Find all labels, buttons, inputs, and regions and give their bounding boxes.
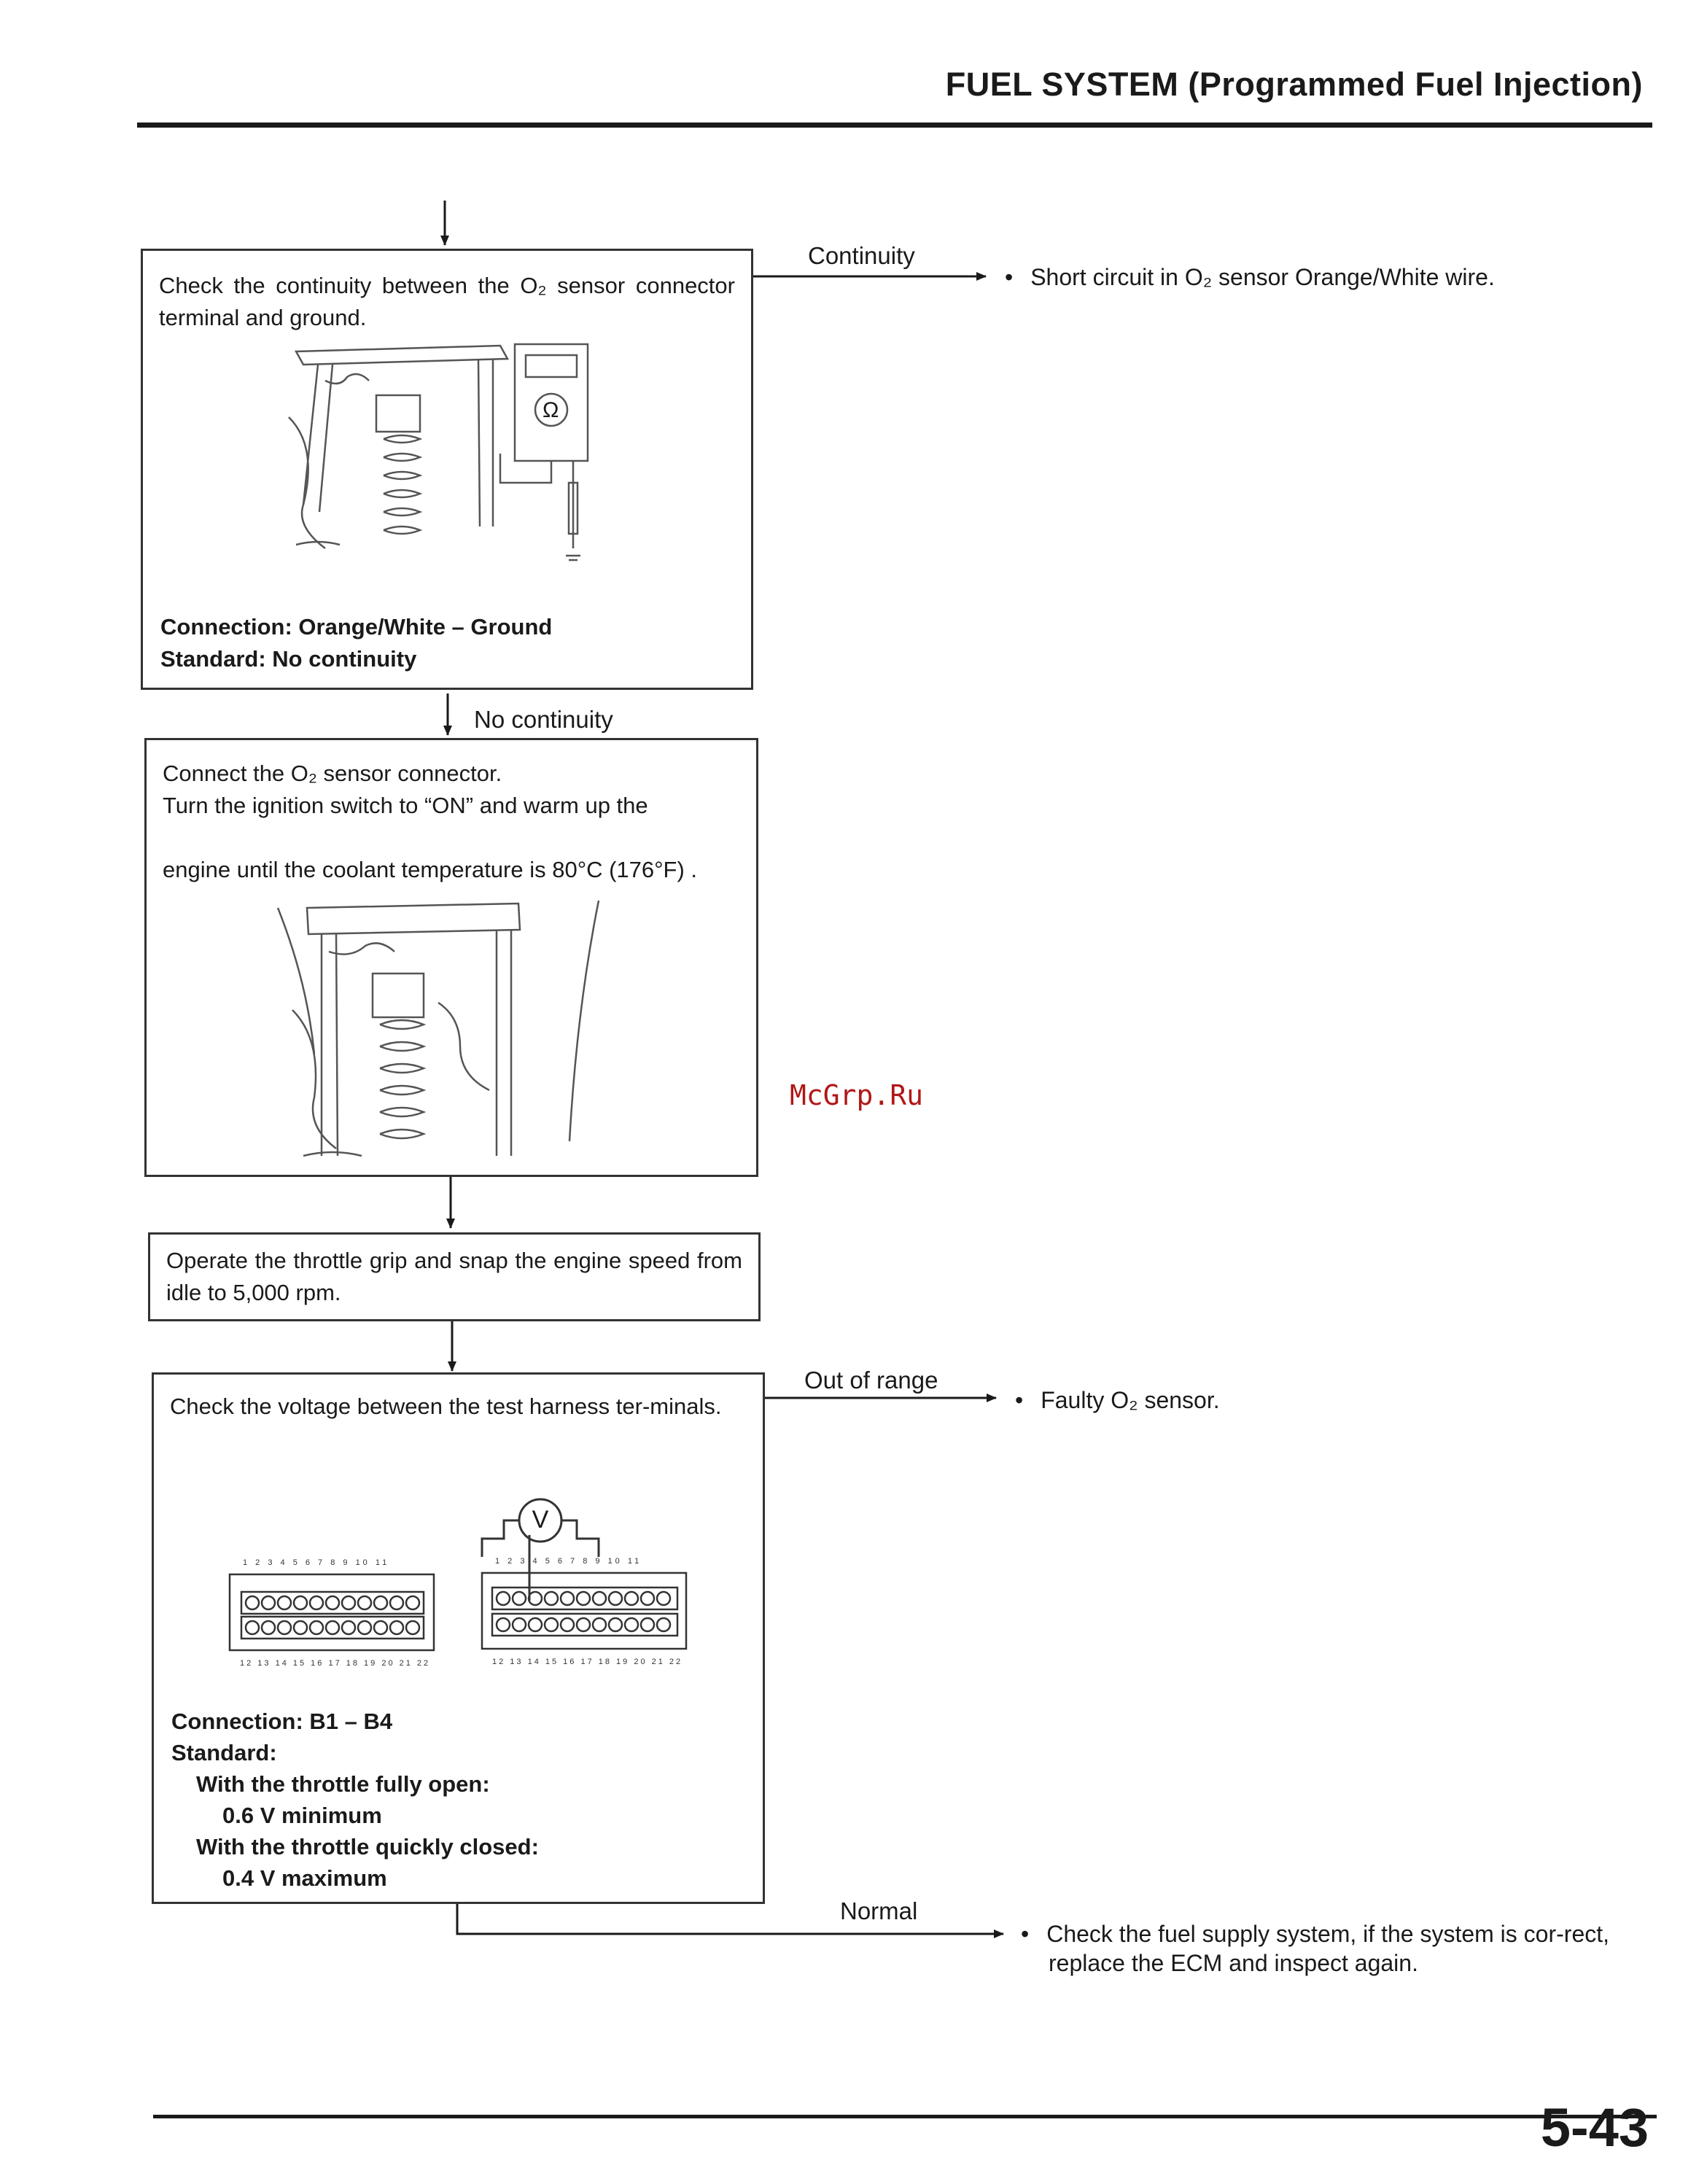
ohm-symbol: Ω [543,398,559,422]
step2-line2: Turn the ignition switch to “ON” and warm up the [163,793,648,818]
connector-right-top-numbers: 1 2 3 4 5 6 7 8 9 10 11 [495,1557,642,1566]
step1-instruction: Check the continuity between the O₂ sensor connector terminal and ground. [159,273,735,330]
connector-left [227,1571,438,1659]
page-title: FUEL SYSTEM (Programmed Fuel Injection) [945,66,1643,103]
connector-left-bottom-numbers: 12 13 14 15 16 17 18 19 20 21 22 [240,1659,431,1668]
watermark: McGrp.Ru [790,1079,924,1111]
connector-right [479,1570,691,1658]
step4-open-label: With the throttle fully open: [196,1771,490,1797]
step2-line1: Connect the O₂ sensor connector. [163,761,502,786]
step4-closed-value: 0.4 V maximum [222,1865,387,1891]
step2-box [144,738,758,1177]
result-out-of-range: • Faulty O₂ sensor. [1015,1387,1220,1413]
step4-standard-label: Standard: [171,1740,277,1765]
connector-left-top-numbers: 1 2 3 4 5 6 7 8 9 10 11 [243,1558,390,1567]
step4-connection: Connection: B1 – B4 [171,1709,393,1734]
bullet: • [1021,1921,1030,1947]
step1-standard: Standard: No continuity [160,646,417,672]
result-continuity: • Short circuit in O₂ sensor Orange/White wire. [1005,264,1495,290]
connector-right-bottom-numbers: 12 13 14 15 16 17 18 19 20 21 22 [492,1658,683,1666]
step2-illustration [249,893,657,1170]
step3-instruction: Operate the throttle grip and snap the engine speed from idle to 5,000 rpm. [166,1248,742,1305]
step1-illustration [274,337,653,607]
footer-rule [153,2115,1657,2118]
bullet: • [1005,264,1014,290]
step4-box [152,1372,765,1904]
branch-label-out-of-range: Out of range [804,1367,938,1394]
branch-label-continuity: Continuity [808,242,915,269]
step4-open-value: 0.6 V minimum [222,1803,382,1828]
branch-label-no-continuity: No continuity [474,706,613,733]
page-number: 5-43 [1540,2097,1649,2158]
step2-line3: engine until the coolant temperature is 80°C (176°F) . [163,857,698,882]
step4-closed-label: With the throttle quickly closed: [196,1834,539,1859]
result-normal: • Check the fuel supply system, if the system is cor-rect, replace the ECM and inspect again. [1021,1921,1610,1976]
step1-connection: Connection: Orange/White – Ground [160,614,553,640]
step1-box [141,249,753,690]
step3-box [148,1232,761,1321]
bullet: • [1015,1387,1024,1413]
arrow-normal [457,1903,1003,1934]
step4-instruction: Check the voltage between the test harness ter-minals. [170,1394,722,1419]
branch-label-normal: Normal [840,1897,918,1924]
voltmeter-icon: V [532,1506,549,1534]
